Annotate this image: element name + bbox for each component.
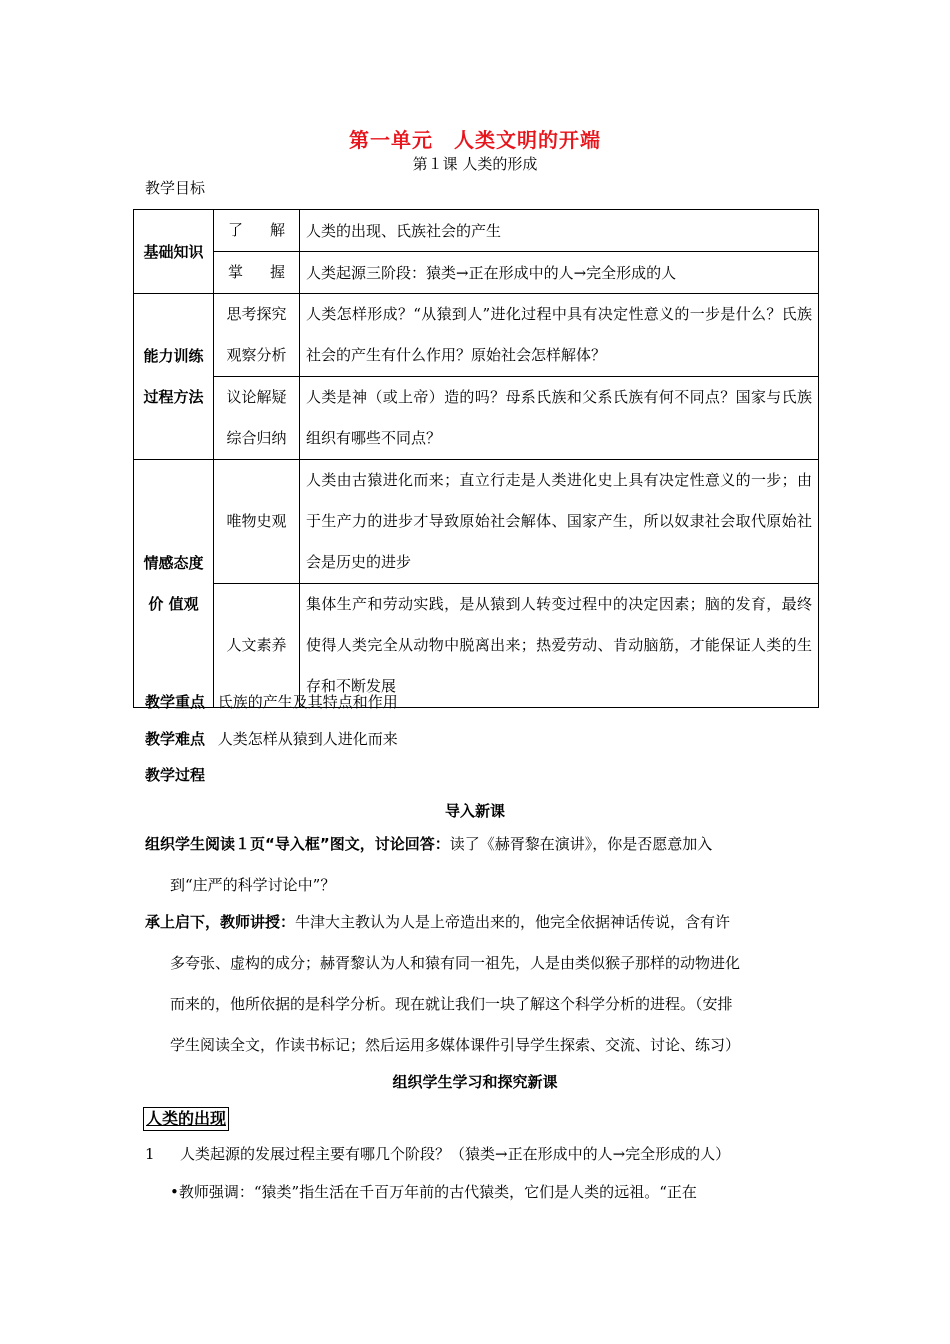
- text-discuss: 人类是神（或上帝）造的吗？母系氏族和父系氏族有何不同点？国家与氏族组织有哪些不同点？: [300, 377, 819, 460]
- intro-lead: 组织学生阅读１页“导入框”图文，讨论回答：: [145, 835, 450, 853]
- sub-think: 思考探究观察分析: [214, 294, 300, 377]
- intro-text-1: 读了《赫胥黎在演讲》，你是否愿意加入: [449, 835, 713, 853]
- sub-humanities: 人文素养: [214, 584, 300, 708]
- category-ability: 能力训练过程方法: [134, 294, 214, 460]
- transition-text-4: 学生阅读全文，作读书标记；然后运用多媒体课件引导学生探索、交流、讨论、练习）: [170, 1036, 741, 1054]
- study-heading: 组织学生学习和探究新课: [392, 1073, 558, 1091]
- category-basic: 基础知识: [134, 210, 214, 294]
- intro-paragraph: [145, 824, 810, 906]
- question-1-number: 1: [145, 1145, 155, 1163]
- sub-understand: [214, 210, 300, 252]
- text-humanities: 集体生产和劳动实践，是从猿到人转变过程中的决定因素；脑的发育，最终使得人类完全从动物中脱离出来；热爱劳动、肯动脑筋，才能保证人类的生存和不断发展: [300, 584, 819, 708]
- table-row: [134, 210, 819, 252]
- teacher-note: •教师强调：“猿类”指生活在千百万年前的古代猿类，它们是人类的远祖。“正在: [170, 1183, 697, 1201]
- table-row: [134, 377, 819, 460]
- goals-label: 教学目标: [145, 179, 206, 197]
- text-materialism: 人类由古猿进化而来；直立行走是人类进化史上具有决定性意义的一步；由于生产力的进步才导致原始社会解体、国家产生，所以奴隶社会取代原始社会是历史的进步: [300, 460, 819, 584]
- teaching-goals-table: [133, 209, 819, 708]
- unit-title: 第一单元 人类文明的开端: [349, 128, 601, 152]
- section-title-human-emergence: 人类的出现: [143, 1107, 229, 1131]
- table-row: [134, 584, 819, 708]
- question-1-text: 人类起源的发展过程主要有哪几个阶段？（猿类→正在形成中的人→完全形成的人）: [180, 1145, 731, 1163]
- difficulty-text: 人类怎样从猿到人进化而来: [217, 730, 398, 748]
- text-understand: 人类的出现、氏族社会的产生: [300, 210, 819, 252]
- sub-discuss: 议论解疑综合归纳: [214, 377, 300, 460]
- sub-master-b: 握: [269, 263, 285, 281]
- intro-heading: 导入新课: [444, 802, 505, 820]
- transition-lead: 承上启下，教师讲授：: [145, 913, 296, 931]
- category-emotion: 情感态度价 值观: [134, 460, 214, 708]
- lesson-title: 第１课 人类的形成: [412, 155, 538, 173]
- text-master: 人类起源三阶段：猿类→正在形成中的人→完全形成的人: [300, 252, 819, 294]
- transition-text-1: 牛津大主教认为人是上帝造出来的，他完全依据神话传说，含有许: [295, 913, 731, 931]
- difficulty-line: [145, 728, 398, 749]
- key-point-text: 氏族的产生及其特点和作用: [217, 693, 398, 711]
- transition-paragraph: [145, 902, 810, 1066]
- sub-master: [214, 252, 300, 294]
- table-row: [134, 252, 819, 294]
- sub-materialism: 唯物史观: [214, 460, 300, 584]
- table-row: [134, 460, 819, 584]
- difficulty-label: 教学难点: [145, 730, 206, 748]
- text-think: 人类怎样形成？“从猿到人”进化过程中具有决定性意义的一步是什么？氏族社会的产生有什么作用？原始社会怎样解体？: [300, 294, 819, 377]
- transition-text-3: 而来的，他所依据的是科学分析。现在就让我们一块了解这个科学分析的进程。（安排: [170, 995, 733, 1013]
- sub-understand-a: 了: [228, 221, 244, 239]
- table-row: [134, 294, 819, 377]
- sub-master-a: 掌: [228, 263, 244, 281]
- question-1: [145, 1143, 730, 1164]
- process-label: 教学过程: [145, 766, 206, 784]
- key-point-line: [145, 691, 398, 712]
- key-point-label: 教学重点: [145, 693, 206, 711]
- sub-understand-b: 解: [269, 221, 285, 239]
- intro-text-2: 到“庄严的科学讨论中”？: [170, 876, 336, 894]
- transition-text-2: 多夸张、虚构的成分；赫胥黎认为人和猿有同一祖先，人是由类似猴子那样的动物进化: [170, 954, 741, 972]
